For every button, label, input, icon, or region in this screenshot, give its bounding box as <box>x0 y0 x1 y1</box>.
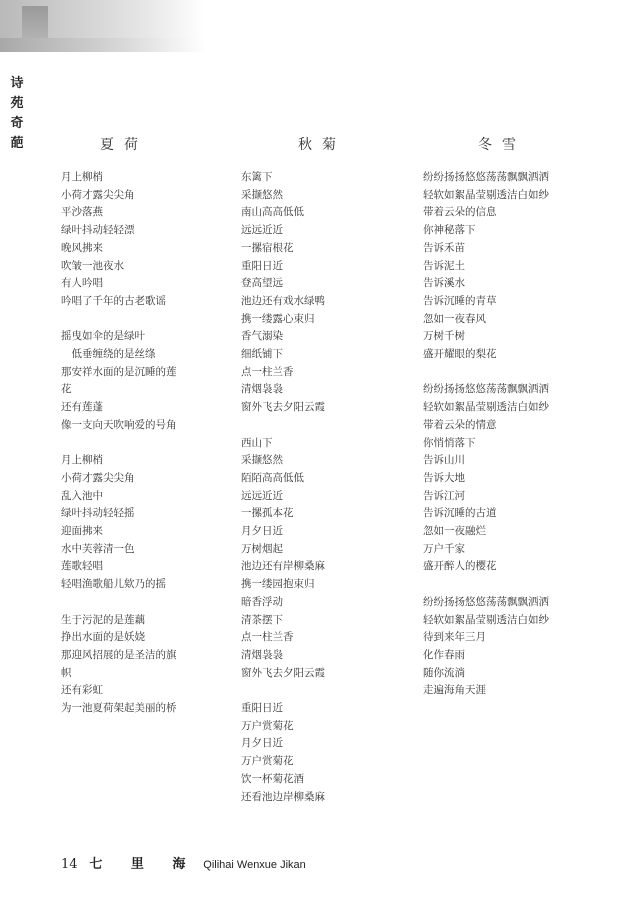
section-label-char: 苑 <box>10 96 24 111</box>
poem-line: 饮一杯菊花酒 <box>241 772 304 785</box>
poem-line: 低垂缠绕的是丝绦 <box>61 348 156 360</box>
poem-line: 吟唱了千年的古老歌谣 <box>61 294 166 307</box>
poem-line: 待到来年三月 <box>423 631 486 644</box>
poem-line: 池边还有岸柳桑麻 <box>241 560 325 573</box>
poem-line: 采撷悠然 <box>241 188 283 201</box>
poem-line: 一摞孤本花 <box>241 507 294 520</box>
poem-line: 万户千家 <box>423 542 465 555</box>
poem-line: 生于污泥的是莲藕 <box>61 613 145 626</box>
poem-line: 纷纷扬扬悠悠荡荡飘飘洒洒 <box>423 171 549 183</box>
poem-line: 携一缕园抱束归 <box>241 578 315 591</box>
poem-line: 还有莲蓬 <box>61 401 103 414</box>
poem-line: 绿叶抖动轻轻摇 <box>61 507 135 520</box>
poem-title: 夏荷 <box>100 137 148 153</box>
poem-line: 细纸铺下 <box>241 348 283 360</box>
poem-line: 清烟袅袅 <box>241 648 283 661</box>
poem-line: 水中芙蓉清一色 <box>61 542 135 555</box>
poem-line: 有人吟唱 <box>61 277 103 290</box>
poem-line: 小荷才露尖尖角 <box>61 471 135 484</box>
poem-line: 池边还有戏水绿鸭 <box>241 294 325 307</box>
poem-line: 走遍海角天涯 <box>423 684 486 697</box>
poem-line: 暗香浮动 <box>241 595 283 608</box>
poem-line: 纷纷扬扬悠悠荡荡飘飘洒洒 <box>423 383 549 396</box>
poem-line: 轻软如絮晶莹剔透洁白如纱 <box>423 613 549 626</box>
poem-line: 花 <box>61 383 72 396</box>
poem-line: 晚风拂来 <box>61 241 103 254</box>
poem-line: 告诉山川 <box>423 454 465 467</box>
poem-line: 携一缕露心束归 <box>241 312 315 325</box>
page-number: 14 <box>61 857 78 872</box>
page-footer <box>61 853 306 872</box>
poem-line: 轻软如絮晶莹剔透洁白如纱 <box>423 188 549 201</box>
poem-line: 挣出水面的是妖娆 <box>61 631 145 644</box>
magazine-latin-name: Qilihai Wenxue Jikan <box>203 859 306 871</box>
poem-line: 告诉大地 <box>423 471 465 484</box>
poem-line: 平沙落燕 <box>61 206 103 219</box>
poem-line: 忽如一夜融烂 <box>423 525 486 537</box>
poem-line: 帜 <box>61 666 72 679</box>
poem-line: 采撷悠然 <box>241 454 283 467</box>
poem-line: 点一柱兰香 <box>241 631 294 644</box>
poem-line: 为一池夏荷架起美丽的桥 <box>61 702 177 714</box>
poem-line: 乱入池中 <box>61 489 103 502</box>
poem-line: 清烟袅袅 <box>241 383 283 396</box>
poem-line: 重阳日近 <box>241 259 283 272</box>
poem-line: 香气溺染 <box>241 330 283 343</box>
poem-line: 月上柳梢 <box>61 454 103 467</box>
poem-line: 你神秘落下 <box>423 224 476 237</box>
poem-line: 月夕日近 <box>241 737 283 750</box>
section-label <box>9 74 25 154</box>
poem-line: 小荷才露尖尖角 <box>61 188 135 201</box>
poem-line: 那安祥水面的是沉睡的莲 <box>61 365 177 378</box>
poem-line: 告诉禾苗 <box>423 241 465 254</box>
poem-line: 万户赏菊花 <box>241 755 294 768</box>
poem-line: 告诉沉睡的青草 <box>423 294 497 307</box>
poem-line: 一摞宿根花 <box>241 241 294 254</box>
magazine-name: 七 里 海 <box>89 857 198 872</box>
poem-line: 轻软如絮晶莹剔透洁白如纱 <box>423 401 549 414</box>
poem-line: 窗外飞去夕阳云霞 <box>241 666 325 679</box>
poem-title: 秋菊 <box>298 137 346 153</box>
section-label-char: 奇 <box>10 116 24 131</box>
poem-line: 告诉沉睡的古道 <box>423 507 497 520</box>
poem-line: 轻唱渔歌船儿欸乃的摇 <box>61 578 166 591</box>
poem-line: 盛开耀眼的梨花 <box>423 348 497 360</box>
poem-line: 万户赏菊花 <box>241 719 294 732</box>
poem-line: 那迎风招展的是圣洁的旗 <box>61 648 177 661</box>
section-label-char: 葩 <box>10 136 24 151</box>
poem-line: 南山高高低低 <box>241 206 304 219</box>
poem-line: 万树千树 <box>423 330 465 343</box>
poem-line: 迎面拂来 <box>61 525 103 537</box>
poem-line: 重阳日近 <box>241 702 283 714</box>
poem-line: 随你流淌 <box>423 666 465 679</box>
poem-line: 月夕日近 <box>241 525 283 537</box>
poem-line: 东篱下 <box>241 171 273 183</box>
poem-line: 月上柳梢 <box>61 171 103 183</box>
poem-line: 西山下 <box>241 436 273 449</box>
poem-line: 化作春雨 <box>423 648 465 661</box>
poem-line: 告诉溪水 <box>423 277 465 290</box>
poem-line: 万树烟起 <box>241 542 283 555</box>
poem-line: 还有彩虹 <box>61 684 103 697</box>
poem-line: 告诉江河 <box>423 489 465 502</box>
poem-line: 告诉泥土 <box>423 259 465 272</box>
poem-line: 带着云朵的信息 <box>423 206 497 219</box>
poem-line: 莲歌轻唱 <box>61 560 103 573</box>
section-label-char: 诗 <box>10 76 24 91</box>
poem-line: 远远近近 <box>241 489 283 502</box>
header-photo <box>0 0 205 52</box>
poem-line: 吹皱一池夜水 <box>61 259 124 272</box>
poem-line: 你悄悄落下 <box>423 436 476 449</box>
poem-line: 清茶摆下 <box>241 613 283 626</box>
poem-line: 绿叶抖动轻轻漂 <box>61 224 135 237</box>
poem-line: 带着云朵的情意 <box>423 418 497 431</box>
poem-line: 摇曳如伞的是绿叶 <box>61 330 145 343</box>
poem-line: 还看池边岸柳桑麻 <box>241 790 325 803</box>
poem-title: 冬雪 <box>478 137 526 153</box>
poem-line: 像一支向天吹响爱的号角 <box>61 418 177 431</box>
poem-line: 陌陌高高低低 <box>241 471 304 484</box>
poem-line: 点一柱兰香 <box>241 365 294 378</box>
poem-line: 纷纷扬扬悠悠荡荡飘飘洒洒 <box>423 595 549 608</box>
poem-line: 盛开醉人的樱花 <box>423 560 497 573</box>
header-ridge-image <box>0 38 205 52</box>
poem-line: 窗外飞去夕阳云霞 <box>241 401 325 414</box>
poem-line: 远远近近 <box>241 224 283 237</box>
poem-line: 忽如一夜春风 <box>423 312 486 325</box>
poem-line: 登高望远 <box>241 277 283 290</box>
